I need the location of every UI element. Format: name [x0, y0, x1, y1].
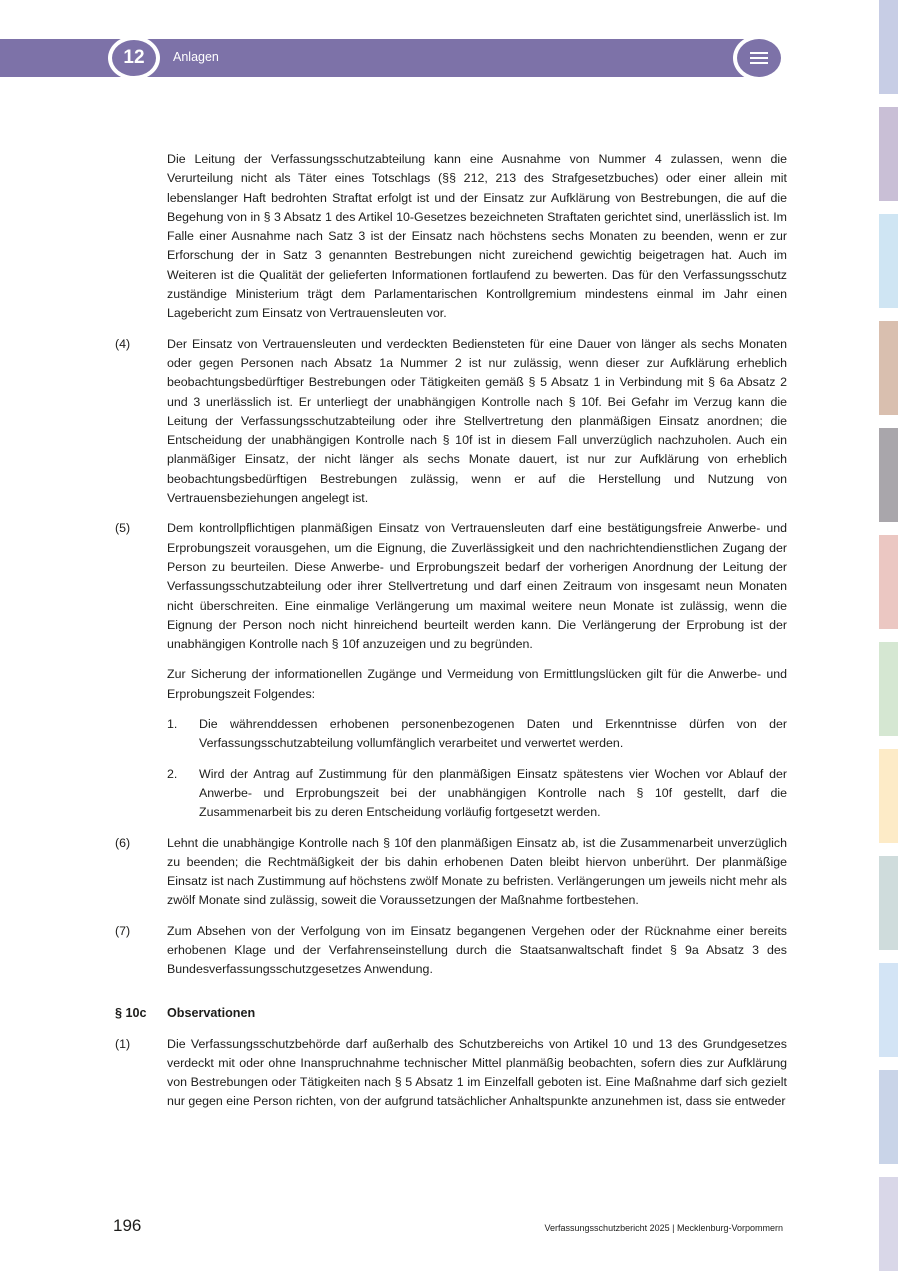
section-paragraph-1 [113, 1035, 787, 1112]
section-title: Observationen [167, 1005, 256, 1020]
paragraph-text: Lehnt die unabhängige Kontrolle nach § 10f den planmäßigen Einsatz ab, ist die Zusammenarbeit unverzüglich zu beenden; die Rechtmäßigkeit der bis dahin erhobenen Daten bleibt hiervon unberührt. Der planmäßige Einsatz ist nach Zustimmung auf höchstens zwölf Monate zu befristen. Verlängerungen um jeweils nicht mehr als zwölf Monate sind zulässig, soweit die Voraussetzungen der Maßnahme fortbestehen. [167, 835, 787, 908]
side-tab-1[interactable] [879, 0, 898, 94]
side-tab-3[interactable] [879, 214, 898, 308]
list-item [113, 715, 787, 754]
list-text: Wird der Antrag auf Zustimmung für den planmäßigen Einsatz spätestens vier Wochen vor Ablauf der Anwerbe- und Erprobungszeit bei der unabhängigen Kontrolle nach § 10f gestellt, darf die Zusammenarbeit bis zu deren Entscheidung vorläufig fortgesetzt werden. [199, 766, 787, 820]
paragraph-5 [113, 519, 787, 654]
paragraph-number: (5) [115, 521, 131, 536]
paragraph-4 [113, 335, 787, 509]
paragraph-text: Zum Absehen von der Verfolgung von im Einsatz begangenen Vergehen oder der Rücknahme einer bereits erhobenen Klage und der Verfahrenseinstellung durch die Staatsanwaltschaft findet § 9a Absatz 3 des Bundesverfassungsschutzgesetzes Anwendung. [167, 923, 787, 977]
menu-button[interactable] [733, 35, 785, 81]
paragraph-number: (6) [115, 835, 131, 850]
list-number: 2. [167, 766, 178, 781]
side-tab-4[interactable] [879, 321, 898, 415]
paragraph-intro: Die Leitung der Verfassungsschutzabteilung kann eine Ausnahme von Nummer 4 zulassen, wenn die Verurteilung nicht als Täter eines Totschlags (§§ 212, 213 des Strafgesetzbuches) oder einer allein mit lebenslanger Haft bedrohten Straftat erfolgt ist und der Einsatz zur Aufklärung von Bestrebungen, die auf die Begehung von in § 3 Absatz 1 des Artikel 10-Gesetzes bezeichneten Straftaten gerichtet sind, unerlässlich ist. Im Falle einer Ausnahme nach Satz 3 ist der Einsatz nach höchstens sechs Monaten zu beenden, wenn er zur Erforschung der in Satz 3 genannten Bestrebungen nicht zureichend gewichtig beigetragen hat. Auch im Weiteren ist die Qualität der gelieferten Informationen fortlaufend zu bewerten. Das für den Verfassungsschutz zuständige Ministerium trägt dem Parlamentarischen Kontrollgremium mindestens einmal im Jahr einen Lagebericht zum Einsatz von Vertrauensleuten vor. [167, 152, 787, 321]
paragraph-7 [113, 922, 787, 980]
list-item [113, 765, 787, 823]
document-body [113, 150, 787, 1123]
publication-footer: Verfassungsschutzbericht 2025 | Mecklenburg-Vorpommern [544, 1223, 783, 1233]
side-tab-7[interactable] [879, 642, 898, 736]
list-text: Die währenddessen erhobenen personenbezogenen Daten und Erkenntnisse dürfen von der Verfassungsschutzabteilung vollumfänglich verarbeitet und verwertet werden. [199, 717, 787, 751]
side-tab-10[interactable] [879, 963, 898, 1057]
side-tab-6[interactable] [879, 535, 898, 629]
page-number: 196 [113, 1216, 142, 1235]
paragraph-number: (7) [115, 923, 131, 938]
side-tab-11[interactable] [879, 1070, 898, 1164]
paragraph-text: Dem kontrollpflichtigen planmäßigen Einsatz von Vertrauensleuten darf eine bestätigungsfreie Anwerbe- und Erprobungszeit vorausgehen, um die Eignung, die Zuverlässigkeit und den nachrichtendienstlichen Zugang der Person zu beurteilen. Diese Anwerbe- und Erprobungszeit bedarf der vorherigen Anordnung der Leitung der Verfassungsschutzabteilung oder ihrer Stellvertretung und darf einen Zeitraum von insgesamt neun Monaten nicht überschreiten. Eine einmalige Verlängerung um maximal weitere neun Monate ist zulässig, wenn die Eignung der Person noch nicht hinreichend beurteilt werden kann. Die Verlängerung der Erprobung ist der unabhängigen Kontrolle nach § 10f anzuzeigen und zu begründen. [167, 521, 787, 652]
paragraph-5-sub: Zur Sicherung der informationellen Zugänge und Vermeidung von Ermittlungslücken gilt für die Anwerbe- und Erprobungszeit Folgendes: [167, 667, 787, 701]
side-tab-12[interactable] [879, 1177, 898, 1271]
paragraph-number: (4) [115, 336, 131, 351]
chapter-number-badge: 12 [108, 36, 160, 80]
side-tab-8[interactable] [879, 749, 898, 843]
side-tab-5[interactable] [879, 428, 898, 522]
list-number: 1. [167, 717, 178, 732]
hamburger-icon-line [750, 62, 768, 64]
paragraph-text: Der Einsatz von Vertrauensleuten und verdeckten Bediensteten für eine Dauer von länger als sechs Monaten oder gegen Personen nach Absatz 1a Nummer 2 ist nur zulässig, wenn dieser zur Aufklärung erheblich beobachtungsbedürftiger Bestrebungen oder Tätigkeiten gemäß § 5 Absatz 1 in Verbindung mit § 6a Absatz 2 und 3 unerlässlich ist. Er unterliegt der unabhängigen Kontrolle nach § 10f. Bei Gefahr im Verzug kann die Leitung der Verfassungsschutzabteilung oder ihre Stellvertretung den planmäßigen Einsatz anordnen; die Entscheidung der unabhängigen Kontrolle nach § 10f ist in diesem Fall unverzüglich nachzuholen. Auch ein planmäßiger Einsatz, der nicht länger als sechs Monate dauert, ist nur zur Aufklärung von erheblich beobachtungsbedürftigen Bestrebungen zulässig, wenn er auf die Herstellung und Nutzung von Vertrauensbeziehungen angelegt ist. [167, 336, 787, 506]
side-tab-9[interactable] [879, 856, 898, 950]
chapter-title: Anlagen [173, 50, 219, 64]
section-heading [113, 1004, 787, 1023]
hamburger-icon-line [750, 57, 768, 59]
side-tab-2[interactable] [879, 107, 898, 201]
paragraph-6 [113, 834, 787, 911]
hamburger-icon-line [750, 52, 768, 54]
paragraph-number: (1) [115, 1036, 131, 1051]
section-number: § 10c [115, 1005, 147, 1020]
paragraph-text: Die Verfassungsschutzbehörde darf außerhalb des Schutzbereichs von Artikel 10 und 13 des Grundgesetzes verdeckt mit oder ohne Inanspruchnahme technischer Mittel planmäßig beobachten, sofern dies zur Aufklärung von Bestrebungen oder Tätigkeiten nach § 5 Absatz 1 im Einzelfall geboten ist. Eine Maßnahme darf sich gezielt nur gegen eine Person richten, von der aufgrund tatsächlicher Anhaltspunkte anzunehmen ist, dass sie entweder [167, 1036, 787, 1109]
